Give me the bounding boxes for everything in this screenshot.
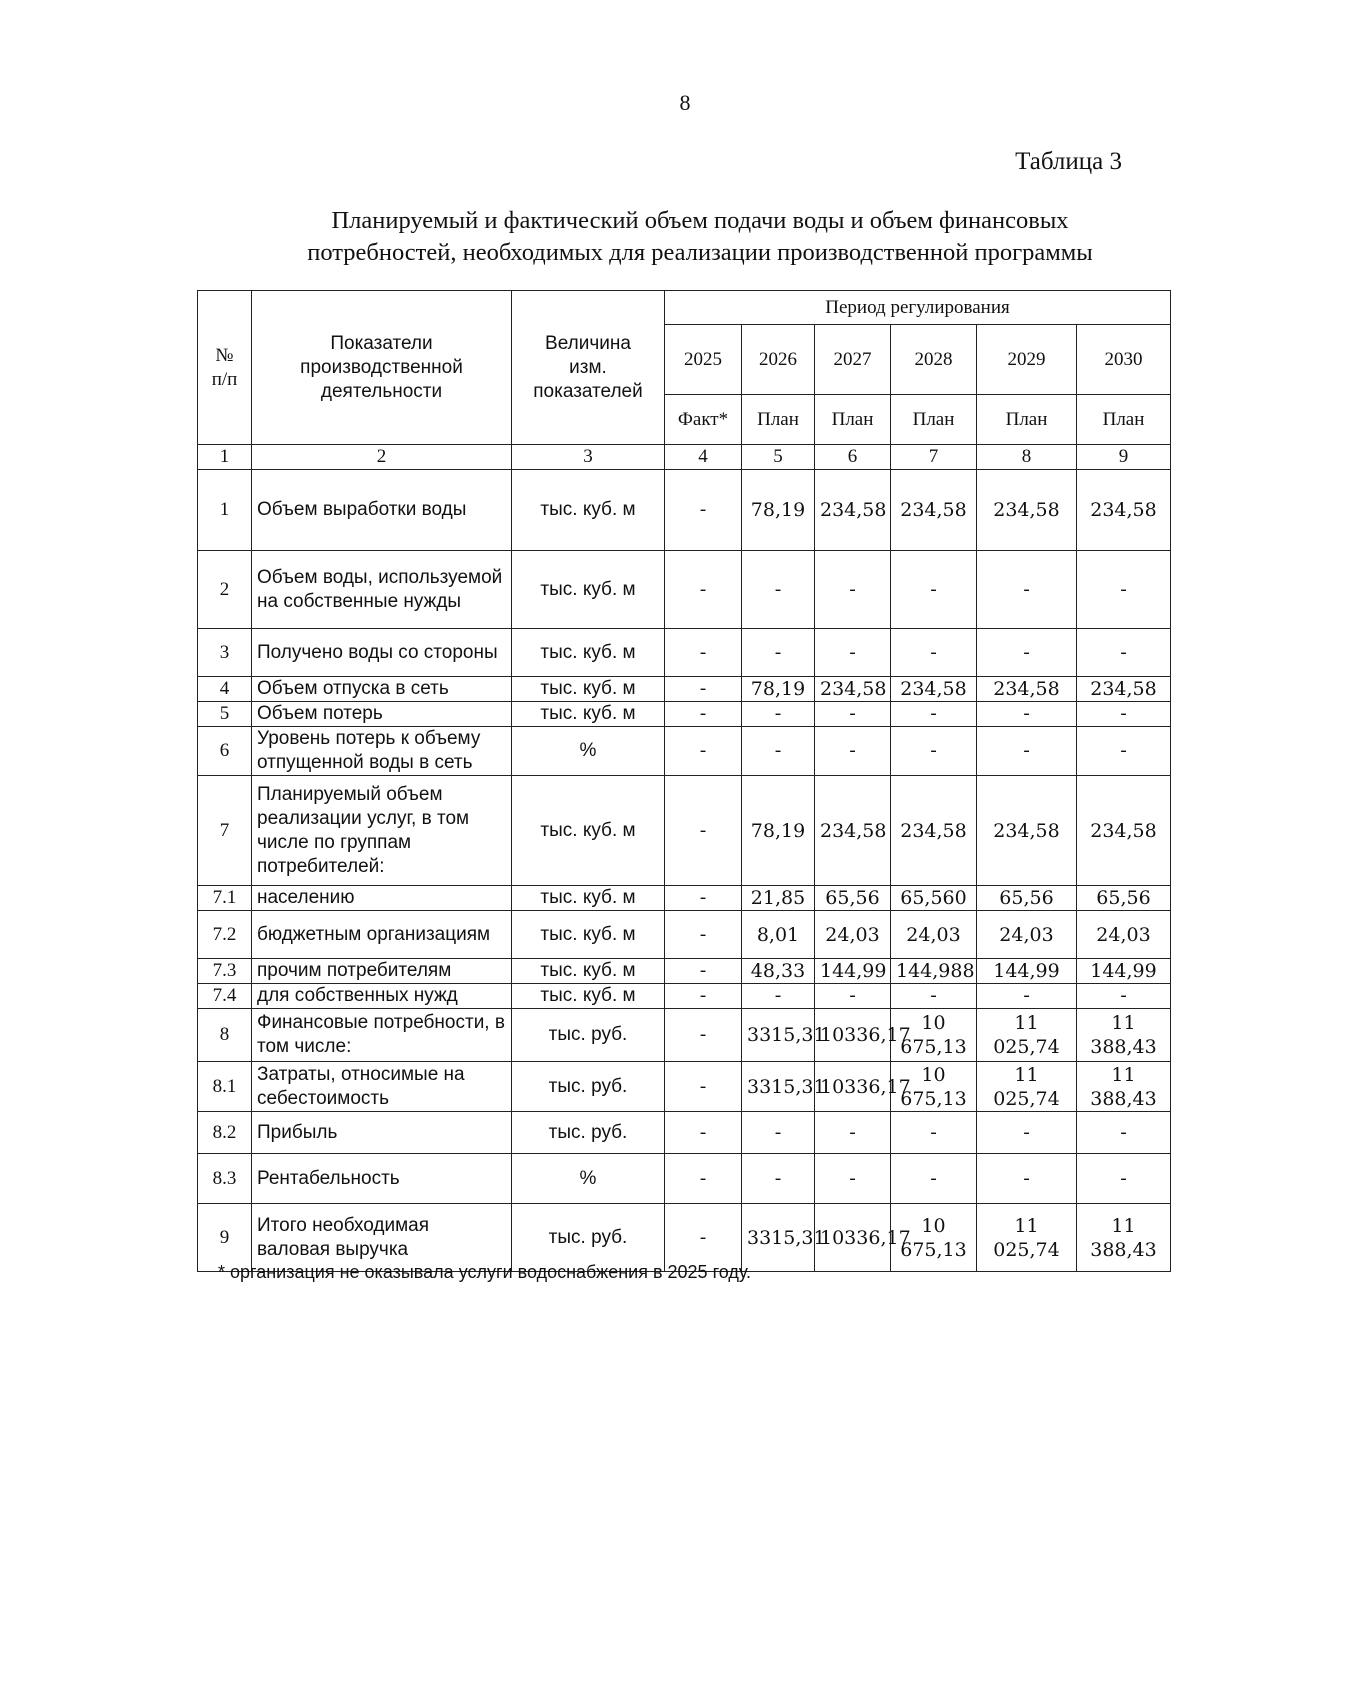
- row-value: 24,03: [891, 911, 977, 959]
- header-year: 2028: [891, 325, 977, 395]
- row-number: 3: [198, 629, 252, 677]
- row-value: 78,19: [742, 776, 815, 886]
- row-value: 65,56: [977, 886, 1077, 911]
- row-value: 24,03: [977, 911, 1077, 959]
- row-value: 10336,17: [815, 1009, 891, 1062]
- row-value: -: [815, 551, 891, 629]
- row-value: -: [891, 551, 977, 629]
- row-value: 234,58: [1077, 470, 1171, 551]
- row-value: -: [977, 551, 1077, 629]
- row-value: 234,58: [977, 470, 1077, 551]
- header-number-line-1: №: [215, 344, 234, 366]
- row-indicator: Итого необходимая валовая выручка: [252, 1204, 512, 1272]
- row-indicator: Объем выработки воды: [252, 470, 512, 551]
- row-value: -: [742, 702, 815, 727]
- header-indicators-line-2: производственной: [300, 356, 463, 378]
- row-value: -: [977, 1154, 1077, 1204]
- header-number-line-2: п/п: [211, 368, 238, 390]
- row-unit: тыс. куб. м: [512, 984, 665, 1009]
- row-value: -: [665, 1204, 742, 1272]
- row-value: -: [1077, 702, 1171, 727]
- row-number: 8.1: [198, 1062, 252, 1112]
- table-row: [198, 886, 1171, 911]
- row-unit: тыс. куб. м: [512, 911, 665, 959]
- row-value: -: [891, 727, 977, 776]
- row-value: -: [665, 727, 742, 776]
- row-value: 10336,17: [815, 1204, 891, 1272]
- row-value: 144,99: [977, 959, 1077, 984]
- page-number: 8: [679, 90, 691, 115]
- row-value: -: [742, 1112, 815, 1154]
- row-value: 234,58: [1077, 677, 1171, 702]
- column-number: 4: [665, 445, 742, 470]
- row-value: -: [742, 984, 815, 1009]
- row-value: -: [742, 551, 815, 629]
- header-status: План: [742, 395, 815, 445]
- row-indicator: прочим потребителям: [252, 959, 512, 984]
- title-line-1: Планируемый и фактический объем подачи воды и объем финансовых: [331, 207, 1069, 234]
- row-value: -: [977, 727, 1077, 776]
- row-value: -: [665, 677, 742, 702]
- row-value: 11 388,43: [1077, 1009, 1171, 1062]
- row-value: 24,03: [1077, 911, 1171, 959]
- row-value: 10 675,13: [891, 1062, 977, 1112]
- row-unit: тыс. куб. м: [512, 470, 665, 551]
- row-value: 234,58: [815, 776, 891, 886]
- column-number: 6: [815, 445, 891, 470]
- row-number: 7.3: [198, 959, 252, 984]
- table-row: [198, 629, 1171, 677]
- row-value: 234,58: [891, 677, 977, 702]
- row-value: -: [815, 1154, 891, 1204]
- row-value: 78,19: [742, 677, 815, 702]
- row-number: 9: [198, 1204, 252, 1272]
- row-value: 234,58: [977, 776, 1077, 886]
- row-indicator: Объем отпуска в сеть: [252, 677, 512, 702]
- row-value: 234,58: [891, 470, 977, 551]
- row-indicator: Получено воды со стороны: [252, 629, 512, 677]
- row-value: 11 388,43: [1077, 1204, 1171, 1272]
- water-supply-table: [197, 290, 1171, 1272]
- header-status: План: [815, 395, 891, 445]
- row-value: -: [665, 959, 742, 984]
- row-number: 6: [198, 727, 252, 776]
- header-year: 2029: [977, 325, 1077, 395]
- header-year: 2030: [1077, 325, 1171, 395]
- row-value: 65,56: [1077, 886, 1171, 911]
- row-value: -: [665, 1112, 742, 1154]
- table-row: [198, 1062, 1171, 1112]
- column-number: 7: [891, 445, 977, 470]
- table-row: [198, 702, 1171, 727]
- row-value: -: [665, 886, 742, 911]
- row-value: -: [815, 727, 891, 776]
- row-value: -: [665, 1154, 742, 1204]
- row-indicator: Прибыль: [252, 1112, 512, 1154]
- column-number: 8: [977, 445, 1077, 470]
- table-row: [198, 470, 1171, 551]
- row-unit: тыс. куб. м: [512, 959, 665, 984]
- row-unit: тыс. куб. м: [512, 551, 665, 629]
- row-value: 11 025,74: [977, 1062, 1077, 1112]
- header-year: 2027: [815, 325, 891, 395]
- row-unit: тыс. куб. м: [512, 702, 665, 727]
- table-row: [198, 1009, 1171, 1062]
- row-value: -: [977, 702, 1077, 727]
- row-value: 3315,31: [742, 1062, 815, 1112]
- row-value: -: [665, 911, 742, 959]
- header-unit-line-3: показателей: [533, 380, 643, 402]
- column-number: 5: [742, 445, 815, 470]
- row-value: -: [1077, 551, 1171, 629]
- row-value: 144,988: [891, 959, 977, 984]
- row-number: 8: [198, 1009, 252, 1062]
- row-indicator: Финансовые потребности, в том числе:: [252, 1009, 512, 1062]
- header-status: План: [1077, 395, 1171, 445]
- row-value: -: [891, 629, 977, 677]
- row-unit: тыс. куб. м: [512, 629, 665, 677]
- row-value: -: [665, 776, 742, 886]
- header-unit: [512, 291, 665, 445]
- row-value: -: [665, 551, 742, 629]
- table-row: [198, 959, 1171, 984]
- row-value: -: [742, 629, 815, 677]
- row-number: 2: [198, 551, 252, 629]
- row-value: 10336,17: [815, 1062, 891, 1112]
- header-unit-line-1: Величина: [545, 332, 631, 354]
- row-value: -: [665, 629, 742, 677]
- row-indicator: Уровень потерь к объему отпущенной воды в сеть: [252, 727, 512, 776]
- row-indicator: Объем потерь: [252, 702, 512, 727]
- row-value: 48,33: [742, 959, 815, 984]
- row-unit: тыс. руб.: [512, 1112, 665, 1154]
- row-value: -: [665, 984, 742, 1009]
- column-number: 2: [252, 445, 512, 470]
- row-value: -: [665, 702, 742, 727]
- row-value: -: [891, 702, 977, 727]
- row-value: 8,01: [742, 911, 815, 959]
- row-indicator: Планируемый объем реализации услуг, в том числе по группам потребителей:: [252, 776, 512, 886]
- row-value: -: [815, 702, 891, 727]
- row-number: 7.4: [198, 984, 252, 1009]
- column-number: 3: [512, 445, 665, 470]
- row-value: -: [665, 1009, 742, 1062]
- row-indicator: для собственных нужд: [252, 984, 512, 1009]
- row-value: -: [891, 1112, 977, 1154]
- table-row: [198, 1154, 1171, 1204]
- row-number: 5: [198, 702, 252, 727]
- row-unit: тыс. куб. м: [512, 886, 665, 911]
- row-value: 3315,31: [742, 1204, 815, 1272]
- header-indicators-line-3: деятельности: [320, 380, 443, 402]
- row-value: 21,85: [742, 886, 815, 911]
- header-status: План: [891, 395, 977, 445]
- row-value: -: [815, 1112, 891, 1154]
- row-value: 65,56: [815, 886, 891, 911]
- row-value: -: [1077, 984, 1171, 1009]
- column-number: 1: [198, 445, 252, 470]
- row-indicator: бюджетным организациям: [252, 911, 512, 959]
- column-number: 9: [1077, 445, 1171, 470]
- row-unit: %: [512, 727, 665, 776]
- row-value: 234,58: [977, 677, 1077, 702]
- row-value: 234,58: [815, 677, 891, 702]
- header-indicators: [252, 291, 512, 445]
- row-value: -: [1077, 629, 1171, 677]
- footnote: * организация не оказывала услуги водоснабжения в 2025 году.: [218, 1262, 752, 1282]
- table-row: [198, 1112, 1171, 1154]
- row-indicator: Рентабельность: [252, 1154, 512, 1204]
- table-label: Таблица 3: [1015, 148, 1122, 175]
- header-year: 2026: [742, 325, 815, 395]
- header-unit-line-2: изм.: [569, 356, 607, 378]
- row-number: 7.1: [198, 886, 252, 911]
- table-row: [198, 911, 1171, 959]
- row-value: -: [1077, 1112, 1171, 1154]
- row-number: 1: [198, 470, 252, 551]
- row-number: 8.2: [198, 1112, 252, 1154]
- row-value: -: [815, 984, 891, 1009]
- row-unit: тыс. куб. м: [512, 677, 665, 702]
- row-value: -: [815, 629, 891, 677]
- row-value: 234,58: [1077, 776, 1171, 886]
- table-row: [198, 551, 1171, 629]
- row-value: 11 025,74: [977, 1204, 1077, 1272]
- row-indicator: Затраты, относимые на себестоимость: [252, 1062, 512, 1112]
- row-number: 7.2: [198, 911, 252, 959]
- row-unit: тыс. руб.: [512, 1204, 665, 1272]
- table-row: [198, 776, 1171, 886]
- row-value: -: [742, 1154, 815, 1204]
- row-unit: тыс. руб.: [512, 1009, 665, 1062]
- row-value: -: [891, 984, 977, 1009]
- row-indicator: Объем воды, используемой на собственные нужды: [252, 551, 512, 629]
- row-value: 78,19: [742, 470, 815, 551]
- row-value: 10 675,13: [891, 1204, 977, 1272]
- row-value: 234,58: [815, 470, 891, 551]
- row-value: 144,99: [815, 959, 891, 984]
- row-indicator: населению: [252, 886, 512, 911]
- header-indicators-line-1: Показатели: [330, 332, 433, 354]
- row-value: -: [665, 1062, 742, 1112]
- header-year: 2025: [665, 325, 742, 395]
- row-value: -: [977, 629, 1077, 677]
- row-number: 7: [198, 776, 252, 886]
- row-value: -: [977, 984, 1077, 1009]
- row-value: -: [1077, 727, 1171, 776]
- table-row: [198, 677, 1171, 702]
- row-value: -: [665, 470, 742, 551]
- row-value: 11 025,74: [977, 1009, 1077, 1062]
- header-number: [198, 291, 252, 445]
- table-row: [198, 727, 1171, 776]
- header-status: План: [977, 395, 1077, 445]
- table-row: [198, 984, 1171, 1009]
- row-unit: тыс. руб.: [512, 1062, 665, 1112]
- row-number: 8.3: [198, 1154, 252, 1204]
- row-value: -: [977, 1112, 1077, 1154]
- row-value: -: [891, 1154, 977, 1204]
- row-unit: тыс. куб. м: [512, 776, 665, 886]
- row-value: 65,560: [891, 886, 977, 911]
- header-status: Факт*: [665, 395, 742, 445]
- row-value: 144,99: [1077, 959, 1171, 984]
- row-value: -: [742, 727, 815, 776]
- header-period: Период регулирования: [665, 291, 1171, 325]
- row-value: -: [1077, 1154, 1171, 1204]
- row-unit: %: [512, 1154, 665, 1204]
- document-title: [200, 205, 1200, 269]
- row-value: 3315,31: [742, 1009, 815, 1062]
- row-value: 234,58: [891, 776, 977, 886]
- row-value: 24,03: [815, 911, 891, 959]
- row-value: 11 388,43: [1077, 1062, 1171, 1112]
- row-value: 10 675,13: [891, 1009, 977, 1062]
- row-number: 4: [198, 677, 252, 702]
- title-line-2: потребностей, необходимых для реализации производственной программы: [307, 239, 1093, 266]
